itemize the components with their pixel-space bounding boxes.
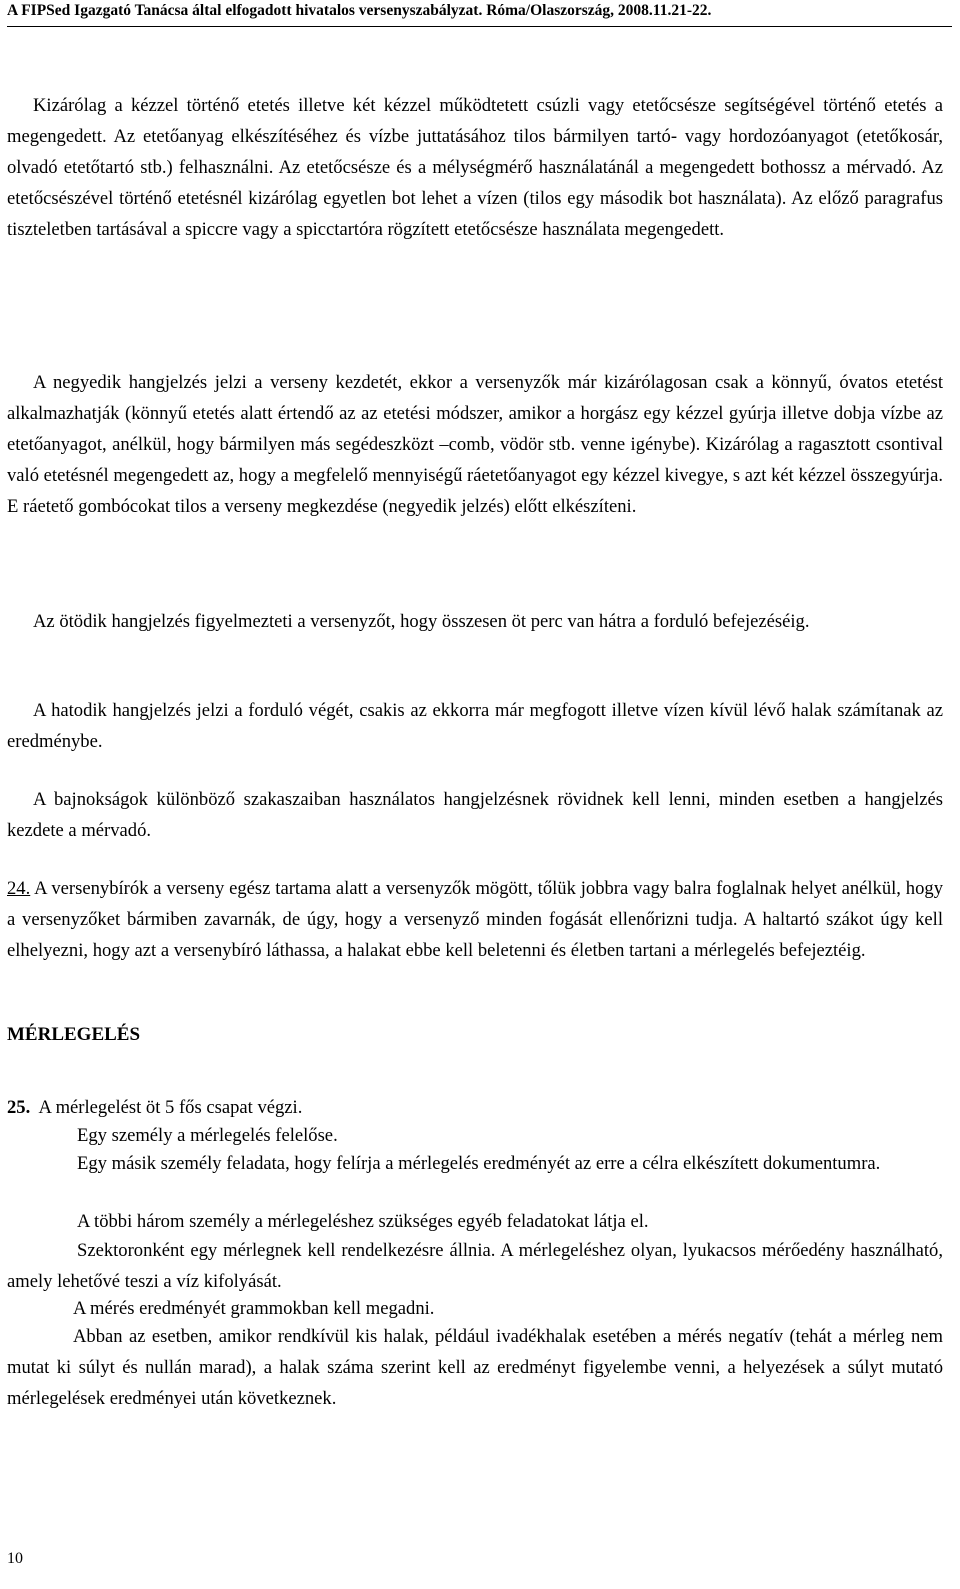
section-heading-weighing: MÉRLEGELÉS bbox=[7, 1024, 141, 1045]
paragraph-feeding-rules: Kizárólag a kézzel történő etetés illetve két kézzel működtetett csúzli vagy etetőcsésze segítségével történő etetés a megengedett. Az etetőanyag elkészítéséhez és vízbe juttatásához tilos bármilyen tartó- vagy hordozóanyagot (etetőkosár, olvadó etetőtartó stb.) felhasználni. Az etetőcsésze és a mélységmérő használatánál a megengedett bothossz a mérvadó. Az etetőcsészével történő etetésnél kizárólag egyetlen bot lehet a vízen (tilos egy második bot használata). Az előző paragrafus tiszteletben tartásával a spiccre vagy a spicctartóra rögzített etetőcsésze használata megengedett. bbox=[7, 95, 943, 240]
section-24-number: 24. bbox=[7, 878, 31, 899]
section-25-number: 25. bbox=[7, 1097, 31, 1118]
weighing-line-4: Szektoronként egy mérlegnek kell rendelkezésre állnia. A mérlegeléshez olyan, lyukacsos mérőedény használható, amely lehetővé teszi a víz kifolyását. bbox=[7, 1240, 943, 1292]
page-number: 10 bbox=[7, 1550, 23, 1567]
weighing-line-5: A mérés eredményét grammokban kell megadni. bbox=[73, 1298, 435, 1319]
section-25-intro-text: A mérlegelést öt 5 fős csapat végzi. bbox=[38, 1097, 303, 1118]
paragraph-sixth-signal: A hatodik hangjelzés jelzi a forduló végét, csakis az ekkorra már megfogott illetve vízen kívül lévő halak számítanak az eredménybe. bbox=[7, 700, 943, 752]
weighing-line-3: A többi három személy a mérlegeléshez szükséges egyéb feladatokat látja el. bbox=[77, 1211, 649, 1232]
header-rule bbox=[7, 26, 952, 27]
running-header: A FIPSed Igazgató Tanácsa által elfogadott hivatalos versenyszabályzat. Róma/Olaszország, 2008.11.21-22. bbox=[7, 2, 712, 19]
weighing-line-6: Abban az esetben, amikor rendkívül kis halak, például ivadékhalak esetében a mérés negatív (tehát a mérleg nem mutat ki súlyt és nullán marad), a halak száma szerint kell az eredményt figyelembe venni, a helyezések a súlyt mutató mérlegelések eredményei után következnek. bbox=[7, 1326, 943, 1409]
section-25-intro bbox=[7, 1092, 943, 1123]
section-24-text: A versenybírók a verseny egész tartama alatt a versenyzők mögött, tőlük jobbra vagy balra foglalnak helyet anélkül, hogy a versenyzőket bármiben zavarnák, de úgy, hogy a versenyző minden fogását ellenőrizni tudja. A haltartó szákot úgy kell elhelyezni, hogy azt a versenybíró láthassa, a halakat ebbe kell beletenni és életben tartani a mérlegelés befejeztéig. bbox=[7, 878, 943, 961]
paragraph-fifth-signal: Az ötödik hangjelzés figyelmezteti a versenyzőt, hogy összesen öt perc van hátra a forduló befejezéséig. bbox=[33, 611, 810, 632]
weighing-line-2: Egy másik személy feladata, hogy felírja a mérlegelés eredményét az erre a célra elkészített dokumentumra. bbox=[77, 1153, 881, 1174]
paragraph-signal-duration: A bajnokságok különböző szakaszaiban használatos hangjelzésnek rövidnek kell lenni, minden esetben a hangjelzés kezdete a mérvadó. bbox=[7, 789, 943, 841]
paragraph-fourth-signal: A negyedik hangjelzés jelzi a verseny kezdetét, ekkor a versenyzők már kizárólagosan csak a könnyű, óvatos etetést alkalmazhatják (könnyű etetés alatt értendő az az etetési módszer, amikor a horgász egy kézzel gyúrja illetve dobja vízbe az etetőanyagot, anélkül, hogy bármilyen más segédeszközt –comb, vödör stb. venne igénybe). Kizárólag a ragasztott csontival való etetésnél megengedett az, hogy a megfelelő mennyiségű ráetetőanyagot egy kézzel kivegye, s azt két kézzel összegyúrja. E ráetető gombócokat tilos a verseny megkezdése (negyedik jelzés) előtt elkészíteni. bbox=[7, 372, 943, 517]
section-24 bbox=[7, 873, 943, 966]
weighing-line-1: Egy személy a mérlegelés felelőse. bbox=[77, 1125, 338, 1146]
